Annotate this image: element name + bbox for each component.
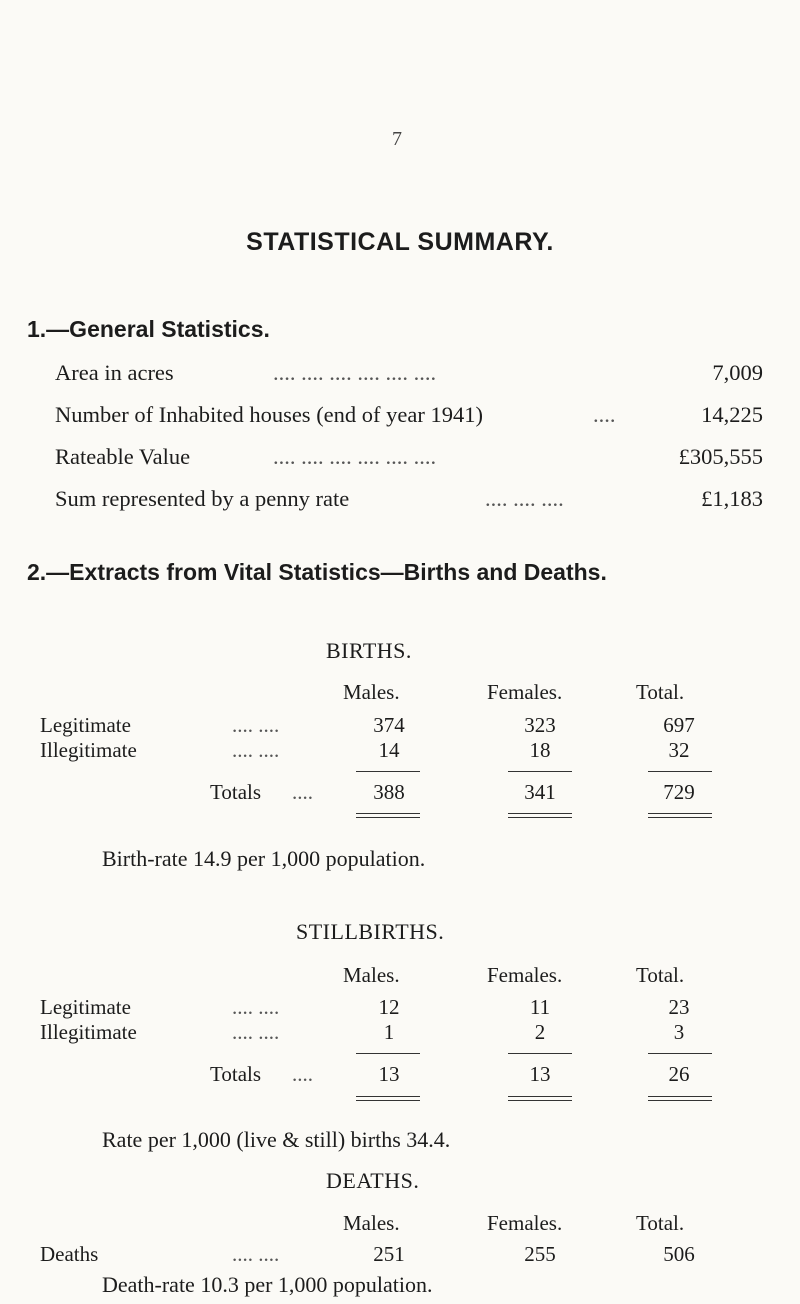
leader-dots: .... bbox=[593, 402, 616, 427]
stillbirths-totals-label: Totals bbox=[210, 1062, 262, 1086]
leader-dots: .... .... bbox=[232, 713, 280, 737]
births-totals-label: Totals bbox=[210, 780, 262, 804]
row-label: Number of Inhabited houses (end of year 1941) bbox=[55, 402, 483, 427]
stillbirths-total-females: 13 bbox=[529, 1062, 551, 1086]
total-double-rule bbox=[508, 1096, 572, 1101]
birth-rate: Birth-rate 14.9 per 1,000 population. bbox=[102, 846, 426, 871]
total-double-rule bbox=[508, 813, 572, 818]
subtotal-rule bbox=[508, 771, 572, 772]
general-statistics-heading: 1.—General Statistics. bbox=[27, 316, 270, 342]
stillbirths-legitimate-males: 12 bbox=[378, 995, 400, 1019]
births-col-total: Total. bbox=[636, 680, 685, 704]
stillbirths-row-label-legitimate: Legitimate bbox=[40, 995, 131, 1019]
general-row-area bbox=[55, 360, 763, 390]
subtotal-rule bbox=[648, 771, 712, 772]
stillbirths-row-label-illegitimate: Illegitimate bbox=[40, 1020, 137, 1044]
births-total-females: 341 bbox=[524, 780, 556, 804]
stillbirths-illegitimate-males: 1 bbox=[383, 1020, 395, 1044]
stillbirths-total-total: 26 bbox=[668, 1062, 690, 1086]
births-total-males: 388 bbox=[373, 780, 405, 804]
general-row-houses bbox=[55, 402, 763, 432]
births-legitimate-total: 697 bbox=[663, 713, 695, 737]
general-row-rateable-value bbox=[55, 444, 763, 474]
row-value: 7,009 bbox=[712, 360, 763, 385]
total-double-rule bbox=[356, 1096, 420, 1101]
births-col-males: Males. bbox=[343, 680, 400, 704]
stillbirths-legitimate-total: 23 bbox=[668, 995, 690, 1019]
births-total-total: 729 bbox=[663, 780, 695, 804]
total-double-rule bbox=[648, 813, 712, 818]
page-title: STATISTICAL SUMMARY. bbox=[246, 228, 554, 256]
deaths-males: 251 bbox=[373, 1242, 405, 1266]
stillbirths-col-males: Males. bbox=[343, 963, 400, 987]
births-col-females: Females. bbox=[487, 680, 563, 704]
deaths-col-females: Females. bbox=[487, 1211, 563, 1235]
death-rate: Death-rate 10.3 per 1,000 population. bbox=[102, 1272, 433, 1297]
deaths-col-total: Total. bbox=[636, 1211, 685, 1235]
deaths-col-males: Males. bbox=[343, 1211, 400, 1235]
subtotal-rule bbox=[648, 1053, 712, 1054]
stillbirths-col-females: Females. bbox=[487, 963, 563, 987]
stillbirths-legitimate-females: 11 bbox=[529, 995, 551, 1019]
leader-dots: .... bbox=[292, 1062, 313, 1086]
leader-dots: .... bbox=[292, 780, 313, 804]
deaths-row-label: Deaths bbox=[40, 1242, 99, 1266]
deaths-females: 255 bbox=[524, 1242, 556, 1266]
births-legitimate-females: 323 bbox=[524, 713, 556, 737]
deaths-title: DEATHS. bbox=[326, 1168, 420, 1193]
births-row-label-illegitimate: Illegitimate bbox=[40, 738, 137, 762]
stillbirths-col-total: Total. bbox=[636, 963, 685, 987]
general-row-penny-rate bbox=[55, 486, 763, 516]
leader-dots: .... .... .... bbox=[485, 486, 564, 511]
row-label: Sum represented by a penny rate bbox=[55, 486, 350, 511]
births-row-label-legitimate: Legitimate bbox=[40, 713, 131, 737]
births-title: BIRTHS. bbox=[326, 638, 412, 663]
subtotal-rule bbox=[356, 771, 420, 772]
total-double-rule bbox=[356, 813, 420, 818]
row-value: £1,183 bbox=[701, 486, 763, 511]
row-value: £305,555 bbox=[678, 444, 763, 469]
stillbirth-rate: Rate per 1,000 (live & still) births 34.4. bbox=[102, 1127, 451, 1152]
row-label: Area in acres bbox=[55, 360, 174, 385]
leader-dots: .... .... .... .... .... .... bbox=[273, 360, 437, 385]
births-illegitimate-males: 14 bbox=[378, 738, 400, 762]
births-illegitimate-total: 32 bbox=[668, 738, 690, 762]
stillbirths-total-males: 13 bbox=[378, 1062, 400, 1086]
subtotal-rule bbox=[356, 1053, 420, 1054]
leader-dots: .... .... bbox=[232, 738, 280, 762]
births-legitimate-males: 374 bbox=[373, 713, 405, 737]
stillbirths-illegitimate-females: 2 bbox=[534, 1020, 546, 1044]
leader-dots: .... .... bbox=[232, 995, 280, 1019]
leader-dots: .... .... bbox=[232, 1242, 280, 1266]
births-illegitimate-females: 18 bbox=[529, 738, 551, 762]
row-label: Rateable Value bbox=[55, 444, 191, 469]
deaths-total: 506 bbox=[663, 1242, 695, 1266]
page-number: 7 bbox=[392, 128, 402, 150]
stillbirths-title: STILLBIRTHS. bbox=[296, 919, 445, 944]
stillbirths-illegitimate-total: 3 bbox=[673, 1020, 685, 1044]
total-double-rule bbox=[648, 1096, 712, 1101]
vital-statistics-heading: 2.—Extracts from Vital Statistics—Births and Deaths. bbox=[27, 559, 607, 585]
leader-dots: .... .... .... .... .... .... bbox=[273, 444, 437, 469]
row-value: 14,225 bbox=[701, 402, 763, 427]
leader-dots: .... .... bbox=[232, 1020, 280, 1044]
subtotal-rule bbox=[508, 1053, 572, 1054]
